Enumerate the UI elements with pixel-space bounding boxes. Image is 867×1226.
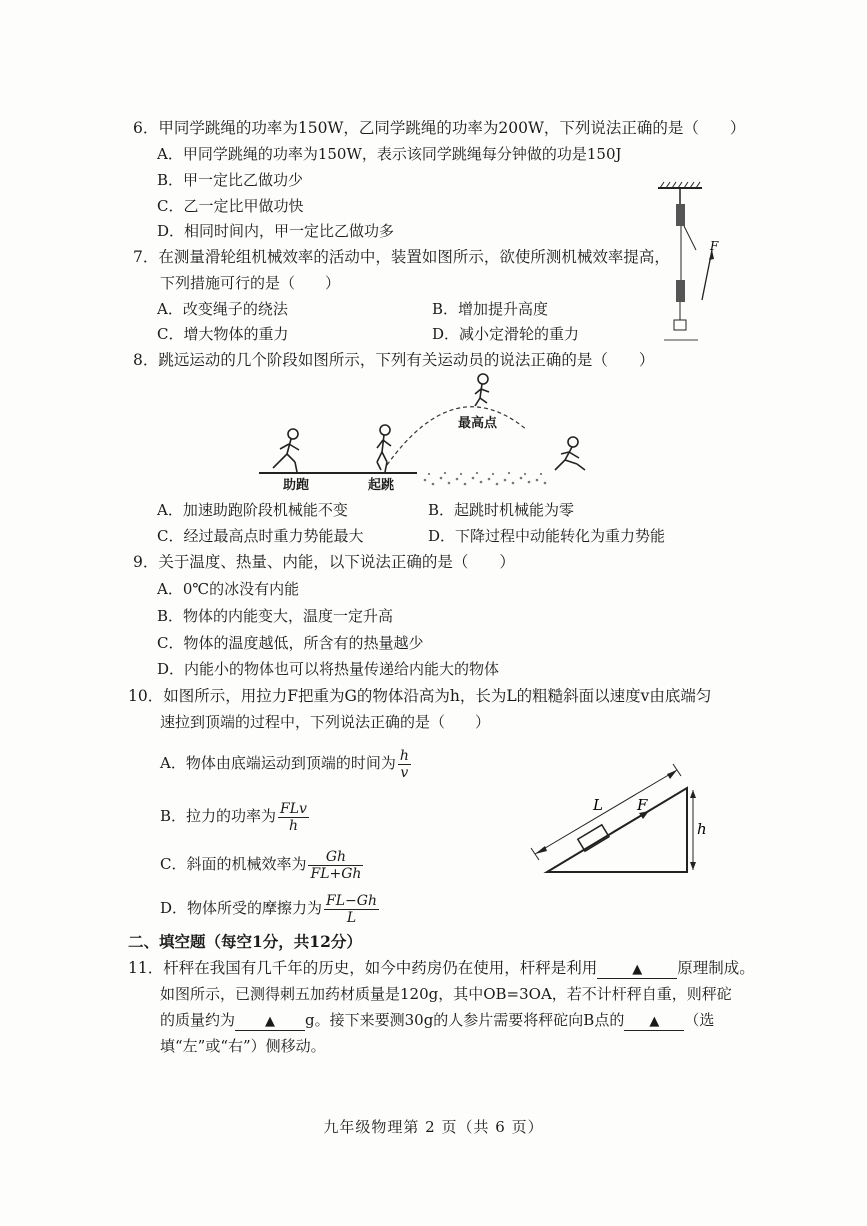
q9-option-c: C．物体的温度越低，所含有的热量越少 <box>157 634 424 652</box>
q10-option-c-text: C．斜面的机械效率为 <box>160 855 307 873</box>
q11-line-2: 如图所示，已测得刺五加药材质量是120g，其中OB=3OA，若不计杆秤自重，则秤砣 <box>160 985 732 1003</box>
run-up-label: 助跑 <box>283 478 310 493</box>
incline-length-label: L <box>593 796 603 814</box>
q11-line-3-text: 的质量约为 <box>160 1011 236 1029</box>
q7-stem: 7．在测量滑轮组机械效率的活动中，装置如图所示，欲使所测机械效率提高， <box>133 248 670 266</box>
q10-option-c <box>160 846 363 882</box>
incline-figure <box>525 750 725 880</box>
q7-option-a: A．改变绳子的绕法 <box>157 300 288 318</box>
q10-option-a-fraction <box>398 748 411 781</box>
q10-stem-2: 速拉到顶端的过程中，下列说法正确的是（ ） <box>160 713 491 731</box>
pulley-figure <box>650 180 730 350</box>
q11-blank-2[interactable]: ▲ <box>235 1014 305 1031</box>
q6-stem: 6．甲同学跳绳的功率为150W，乙同学跳绳的功率为200W，下列说法正确的是（ ） <box>133 119 746 137</box>
q6-option-d: D．相同时间内，甲一定比乙做功多 <box>157 222 395 240</box>
q11-blank-1[interactable]: ▲ <box>597 962 677 979</box>
q11-line-1-tail: 原理制成。 <box>677 959 755 977</box>
q10-option-b-fraction <box>278 801 309 834</box>
q6-option-b: B．甲一定比乙做功少 <box>157 171 304 189</box>
q7-option-d: D．减小定滑轮的重力 <box>432 325 580 343</box>
q11-line-4: 填“左”或“右”）侧移动。 <box>160 1037 326 1055</box>
q10-option-b-text: B．拉力的功率为 <box>160 807 277 825</box>
fraction-denominator: L <box>346 909 357 926</box>
q6-option-a: A．甲同学跳绳的功率为150W，表示该同学跳绳每分钟做的功是150J <box>157 145 622 163</box>
page-footer: 九年级物理第 2 页（共 6 页） <box>323 1118 544 1136</box>
q11-line-3-middle: g。接下来要测30g的人参片需要将秤砣向B点的 <box>305 1011 625 1029</box>
q8-option-b: B．起跳时机械能为零 <box>428 501 575 519</box>
section-2-heading: 二、填空题（每空1分，共12分） <box>128 932 362 951</box>
fraction-numerator: FL−Gh <box>326 892 377 909</box>
q9-option-d: D．内能小的物体也可以将热量传递给内能大的物体 <box>157 660 500 678</box>
incline-height-label: h <box>697 820 707 838</box>
fraction-denominator: h <box>288 817 298 834</box>
q11-line-3 <box>160 1010 714 1031</box>
q10-option-d-text: D．物体所受的摩擦力为 <box>160 899 323 917</box>
q11-line-3-tail: （选 <box>684 1011 715 1029</box>
fraction-numerator: h <box>399 747 409 764</box>
q8-stem: 8．跳远运动的几个阶段如图所示，下列有关运动员的说法正确的是（ ） <box>133 351 655 369</box>
q7-option-c: C．增大物体的重力 <box>157 325 289 343</box>
q9-stem: 9．关于温度、热量、内能，以下说法正确的是（ ） <box>133 553 515 571</box>
fraction-numerator: Gh <box>308 849 363 866</box>
highest-point-label: 最高点 <box>458 416 498 431</box>
q9-option-a: A．0℃的冰没有内能 <box>157 580 300 598</box>
q9-option-b: B．物体的内能变大，温度一定升高 <box>157 607 394 625</box>
q6-option-c: C．乙一定比甲做功快 <box>157 197 304 215</box>
q10-option-d <box>160 890 379 926</box>
fraction-denominator: v <box>400 764 409 781</box>
q7-option-b: B．增加提升高度 <box>432 300 549 318</box>
takeoff-label: 起跳 <box>368 478 395 493</box>
q11-blank-3[interactable]: ▲ <box>624 1014 684 1031</box>
pulley-force-label: F <box>710 239 719 253</box>
q10-option-a <box>160 745 411 781</box>
incline-force-label: F <box>637 796 648 814</box>
q10-option-d-fraction <box>324 893 379 926</box>
fraction-numerator: FLv <box>280 800 307 817</box>
q10-option-a-text: A．物体由底端运动到顶端的时间为 <box>160 754 396 772</box>
q10-option-c-fraction <box>308 849 363 882</box>
fraction-denominator: FL+Gh <box>310 865 362 882</box>
q11-line-1 <box>128 958 755 979</box>
q8-option-c: C．经过最高点时重力势能最大 <box>157 527 364 545</box>
q8-option-a: A．加速助跑阶段机械能不变 <box>157 501 348 519</box>
q8-option-d: D．下降过程中动能转化为重力势能 <box>428 527 666 545</box>
q10-option-b <box>160 798 309 834</box>
q11-line-1-text: 11．杆秤在我国有几千年的历史，如今中药房仍在使用，杆秤是利用 <box>128 959 598 977</box>
q7-stem-2: 下列措施可行的是（ ） <box>160 274 341 292</box>
q10-stem: 10．如图所示，用拉力F把重为G的物体沿高为h，长为L的粗糙斜面以速度v由底端匀 <box>128 687 712 705</box>
